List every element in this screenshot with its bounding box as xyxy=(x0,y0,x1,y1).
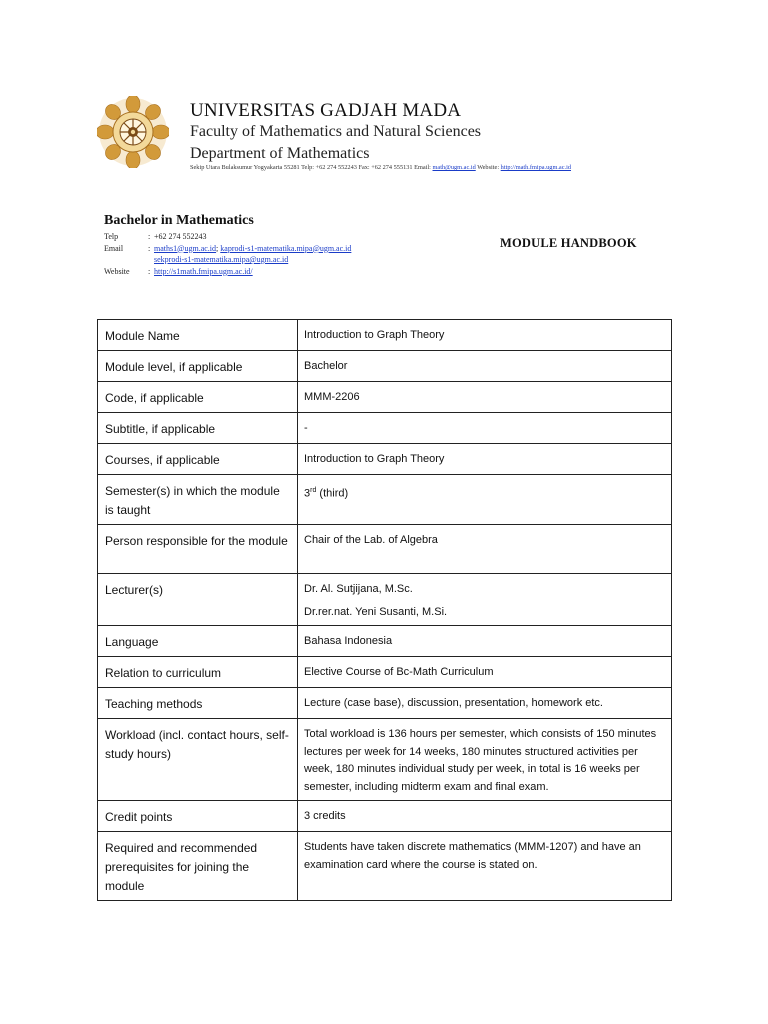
semester-word: (third) xyxy=(316,487,349,500)
module-handbook-title: MODULE HANDBOOK xyxy=(500,236,637,250)
contact-email-row xyxy=(104,243,351,266)
row-value: Total workload is 136 hours per semester, which consists of 150 minutes lectures per week for 14 weeks, 180 minutes structured activities per week, 180 minutes individual study per week, in total is 16 weeks per semester, including midterm exam and final exam. xyxy=(298,719,672,801)
website-link[interactable]: http://s1math.fmipa.ugm.ac.id/ xyxy=(154,266,253,276)
university-seal-logo xyxy=(97,96,169,168)
lecturer-1: Dr. Al. Sutjijana, M.Sc. xyxy=(304,583,413,595)
contact-website-row xyxy=(104,266,351,278)
table-row xyxy=(98,832,672,901)
table-row xyxy=(98,475,672,525)
address-text: Sekip Utara Bulaksumur Yogyakarta 55281 Telp: +62 274 552243 Fax: +62 274 555131 Email: xyxy=(190,164,431,171)
colon: : xyxy=(148,266,151,276)
program-title: Bachelor in Mathematics xyxy=(104,213,254,228)
row-value: Elective Course of Bc-Math Curriculum xyxy=(298,657,672,688)
row-value: Bahasa Indonesia xyxy=(298,626,672,657)
table-row xyxy=(98,657,672,688)
table-row xyxy=(98,320,672,351)
contact-telp-row xyxy=(104,231,351,243)
telp-value: +62 274 552243 xyxy=(154,232,207,241)
table-row xyxy=(98,351,672,382)
row-label: Language xyxy=(98,626,298,657)
semester-ordinal-suffix: rd xyxy=(310,487,317,494)
row-label: Credit points xyxy=(98,801,298,832)
row-label: Subtitle, if applicable xyxy=(98,413,298,444)
email-link-2[interactable]: kaprodi-s1-matematika.mipa@ugm.ac.id xyxy=(220,243,352,253)
row-label: Module level, if applicable xyxy=(98,351,298,382)
university-name: UNIVERSITAS GADJAH MADA xyxy=(190,100,462,121)
row-value: Introduction to Graph Theory xyxy=(298,444,672,475)
row-value: 3 credits xyxy=(298,801,672,832)
address-website-link[interactable]: http://math.fmipa.ugm.ac.id xyxy=(500,164,571,171)
faculty-name: Faculty of Mathematics and Natural Sciences xyxy=(190,123,482,140)
table-row xyxy=(98,719,672,801)
email-separator: ; xyxy=(216,243,219,253)
table-row xyxy=(98,801,672,832)
email-link-1[interactable]: maths1@ugm.ac.id xyxy=(154,243,217,253)
row-value: Bachelor xyxy=(298,351,672,382)
row-label: Code, if applicable xyxy=(98,382,298,413)
table-row xyxy=(98,688,672,719)
address-website-label: Website: xyxy=(477,164,500,171)
row-value: Chair of the Lab. of Algebra xyxy=(298,525,672,574)
department-name: Department of Mathematics xyxy=(190,145,370,162)
row-label: Lecturer(s) xyxy=(98,574,298,626)
semester-number: 3 xyxy=(304,487,311,500)
address-email-link[interactable]: math@ugm.ac.id xyxy=(432,164,476,171)
colon: : xyxy=(148,232,151,241)
row-value: Introduction to Graph Theory xyxy=(298,320,672,351)
table-row xyxy=(98,525,672,574)
telp-label: Telp xyxy=(104,232,119,241)
row-value: Lecture (case base), discussion, presentation, homework etc. xyxy=(298,688,672,719)
seal-petals xyxy=(97,96,169,168)
table-row xyxy=(98,626,672,657)
email-link-3[interactable]: sekprodi-s1-matematika.mipa@ugm.ac.id xyxy=(154,255,289,264)
row-label: Teaching methods xyxy=(98,688,298,719)
table-row xyxy=(98,574,672,626)
table-row xyxy=(98,382,672,413)
row-value xyxy=(298,574,672,626)
email-label: Email xyxy=(104,243,124,253)
colon: : xyxy=(148,243,151,253)
row-label: Workload (incl. contact hours, self-study hours) xyxy=(98,719,298,801)
row-value: Students have taken discrete mathematics (MMM-1207) and have an examination card where the course is stated on. xyxy=(298,832,672,901)
row-label: Person responsible for the module xyxy=(98,525,298,574)
website-label: Website xyxy=(104,266,130,276)
row-label: Module Name xyxy=(98,320,298,351)
row-value xyxy=(298,475,672,525)
row-label: Required and recommended prerequisites for joining the module xyxy=(98,832,298,901)
row-label: Semester(s) in which the module is taught xyxy=(98,475,298,525)
row-label: Relation to curriculum xyxy=(98,657,298,688)
address-line xyxy=(190,164,571,171)
program-contact xyxy=(104,231,351,277)
table-row xyxy=(98,444,672,475)
lecturer-2: Dr.rer.nat. Yeni Susanti, M.Si. xyxy=(304,605,448,618)
email-values xyxy=(154,243,351,266)
row-value: - xyxy=(298,413,672,444)
module-info-table xyxy=(97,319,672,901)
row-label: Courses, if applicable xyxy=(98,444,298,475)
row-value: MMM-2206 xyxy=(298,382,672,413)
table-row xyxy=(98,413,672,444)
